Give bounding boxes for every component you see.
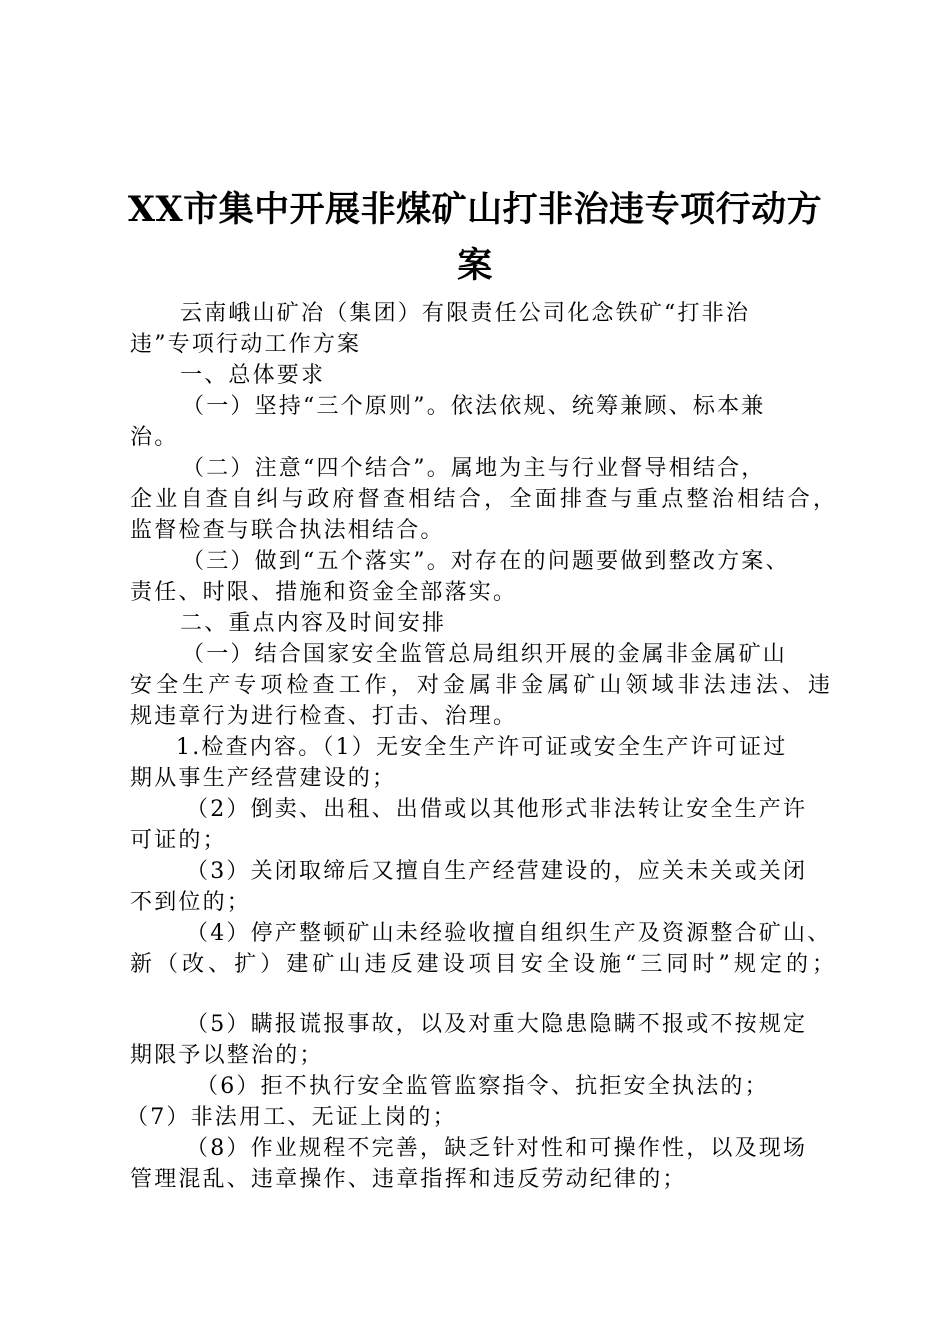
text-line: （三）做到“五个落实”。对存在的问题要做到整改方案、 [182, 549, 790, 574]
section-heading: 一、总体要求 [180, 363, 326, 388]
text-line: 监督检查与联合执法相结合。 [130, 518, 445, 543]
document-title-line-2: 案 [457, 245, 493, 286]
text-line: （6）拒不执行安全监管监察指令、抗拒安全执法的； [196, 1074, 769, 1099]
text-line: 企业自查自纠与政府督查相结合，全面排查与重点整治相结合， [130, 487, 835, 512]
text-line: 不到位的； [130, 890, 252, 915]
text-line: 违”专项行动工作方案 [130, 332, 362, 357]
text-line: （3）关闭取缔后又擅自生产经营建设的，应关未关或关闭 [186, 859, 808, 884]
text-line: 云南峨山矿冶（集团）有限责任公司化念铁矿“打非治 [180, 301, 751, 326]
text-line: 1.检查内容。（1）无安全生产许可证或安全生产许可证过 [176, 735, 788, 760]
text-line: 治。 [130, 425, 179, 450]
text-line: （二）注意“四个结合”。属地为主与行业督导相结合， [182, 456, 766, 481]
text-line: 期从事生产经营建设的； [130, 766, 397, 791]
text-line: 规违章行为进行检查、打击、治理。 [130, 704, 518, 729]
text-line: （2）倒卖、出租、出借或以其他形式非法转让安全生产许 [186, 797, 808, 822]
document-title-line-1: XX市集中开展非煤矿山打非治违专项行动方 [127, 189, 823, 230]
text-line: （4）停产整顿矿山未经验收擅自组织生产及资源整合矿山、 [186, 921, 832, 946]
text-line: 安全生产专项检查工作，对金属非金属矿山领域非法违法、违 [130, 673, 830, 698]
text-line: （8）作业规程不完善，缺乏针对性和可操作性，以及现场 [186, 1136, 808, 1161]
text-line: 期限予以整治的； [130, 1043, 324, 1068]
section-heading: 二、重点内容及时间安排 [180, 611, 447, 636]
text-line: （5）瞒报谎报事故，以及对重大隐患隐瞒不报或不按规定 [186, 1012, 808, 1037]
text-line: 责任、时限、措施和资金全部落实。 [130, 580, 518, 605]
text-line: （7）非法用工、无证上岗的； [126, 1105, 457, 1130]
text-line: （一）结合国家安全监管总局组织开展的金属非金属矿山 [182, 642, 788, 667]
text-line: 新（改、扩）建矿山违反建设项目安全设施“三同时”规定的； [130, 952, 834, 977]
text-line: （一）坚持“三个原则”。依法依规、统筹兼顾、标本兼 [182, 394, 766, 419]
text-line: 可证的； [130, 828, 227, 853]
text-line: 管理混乱、违章操作、违章指挥和违反劳动纪律的； [130, 1167, 687, 1192]
